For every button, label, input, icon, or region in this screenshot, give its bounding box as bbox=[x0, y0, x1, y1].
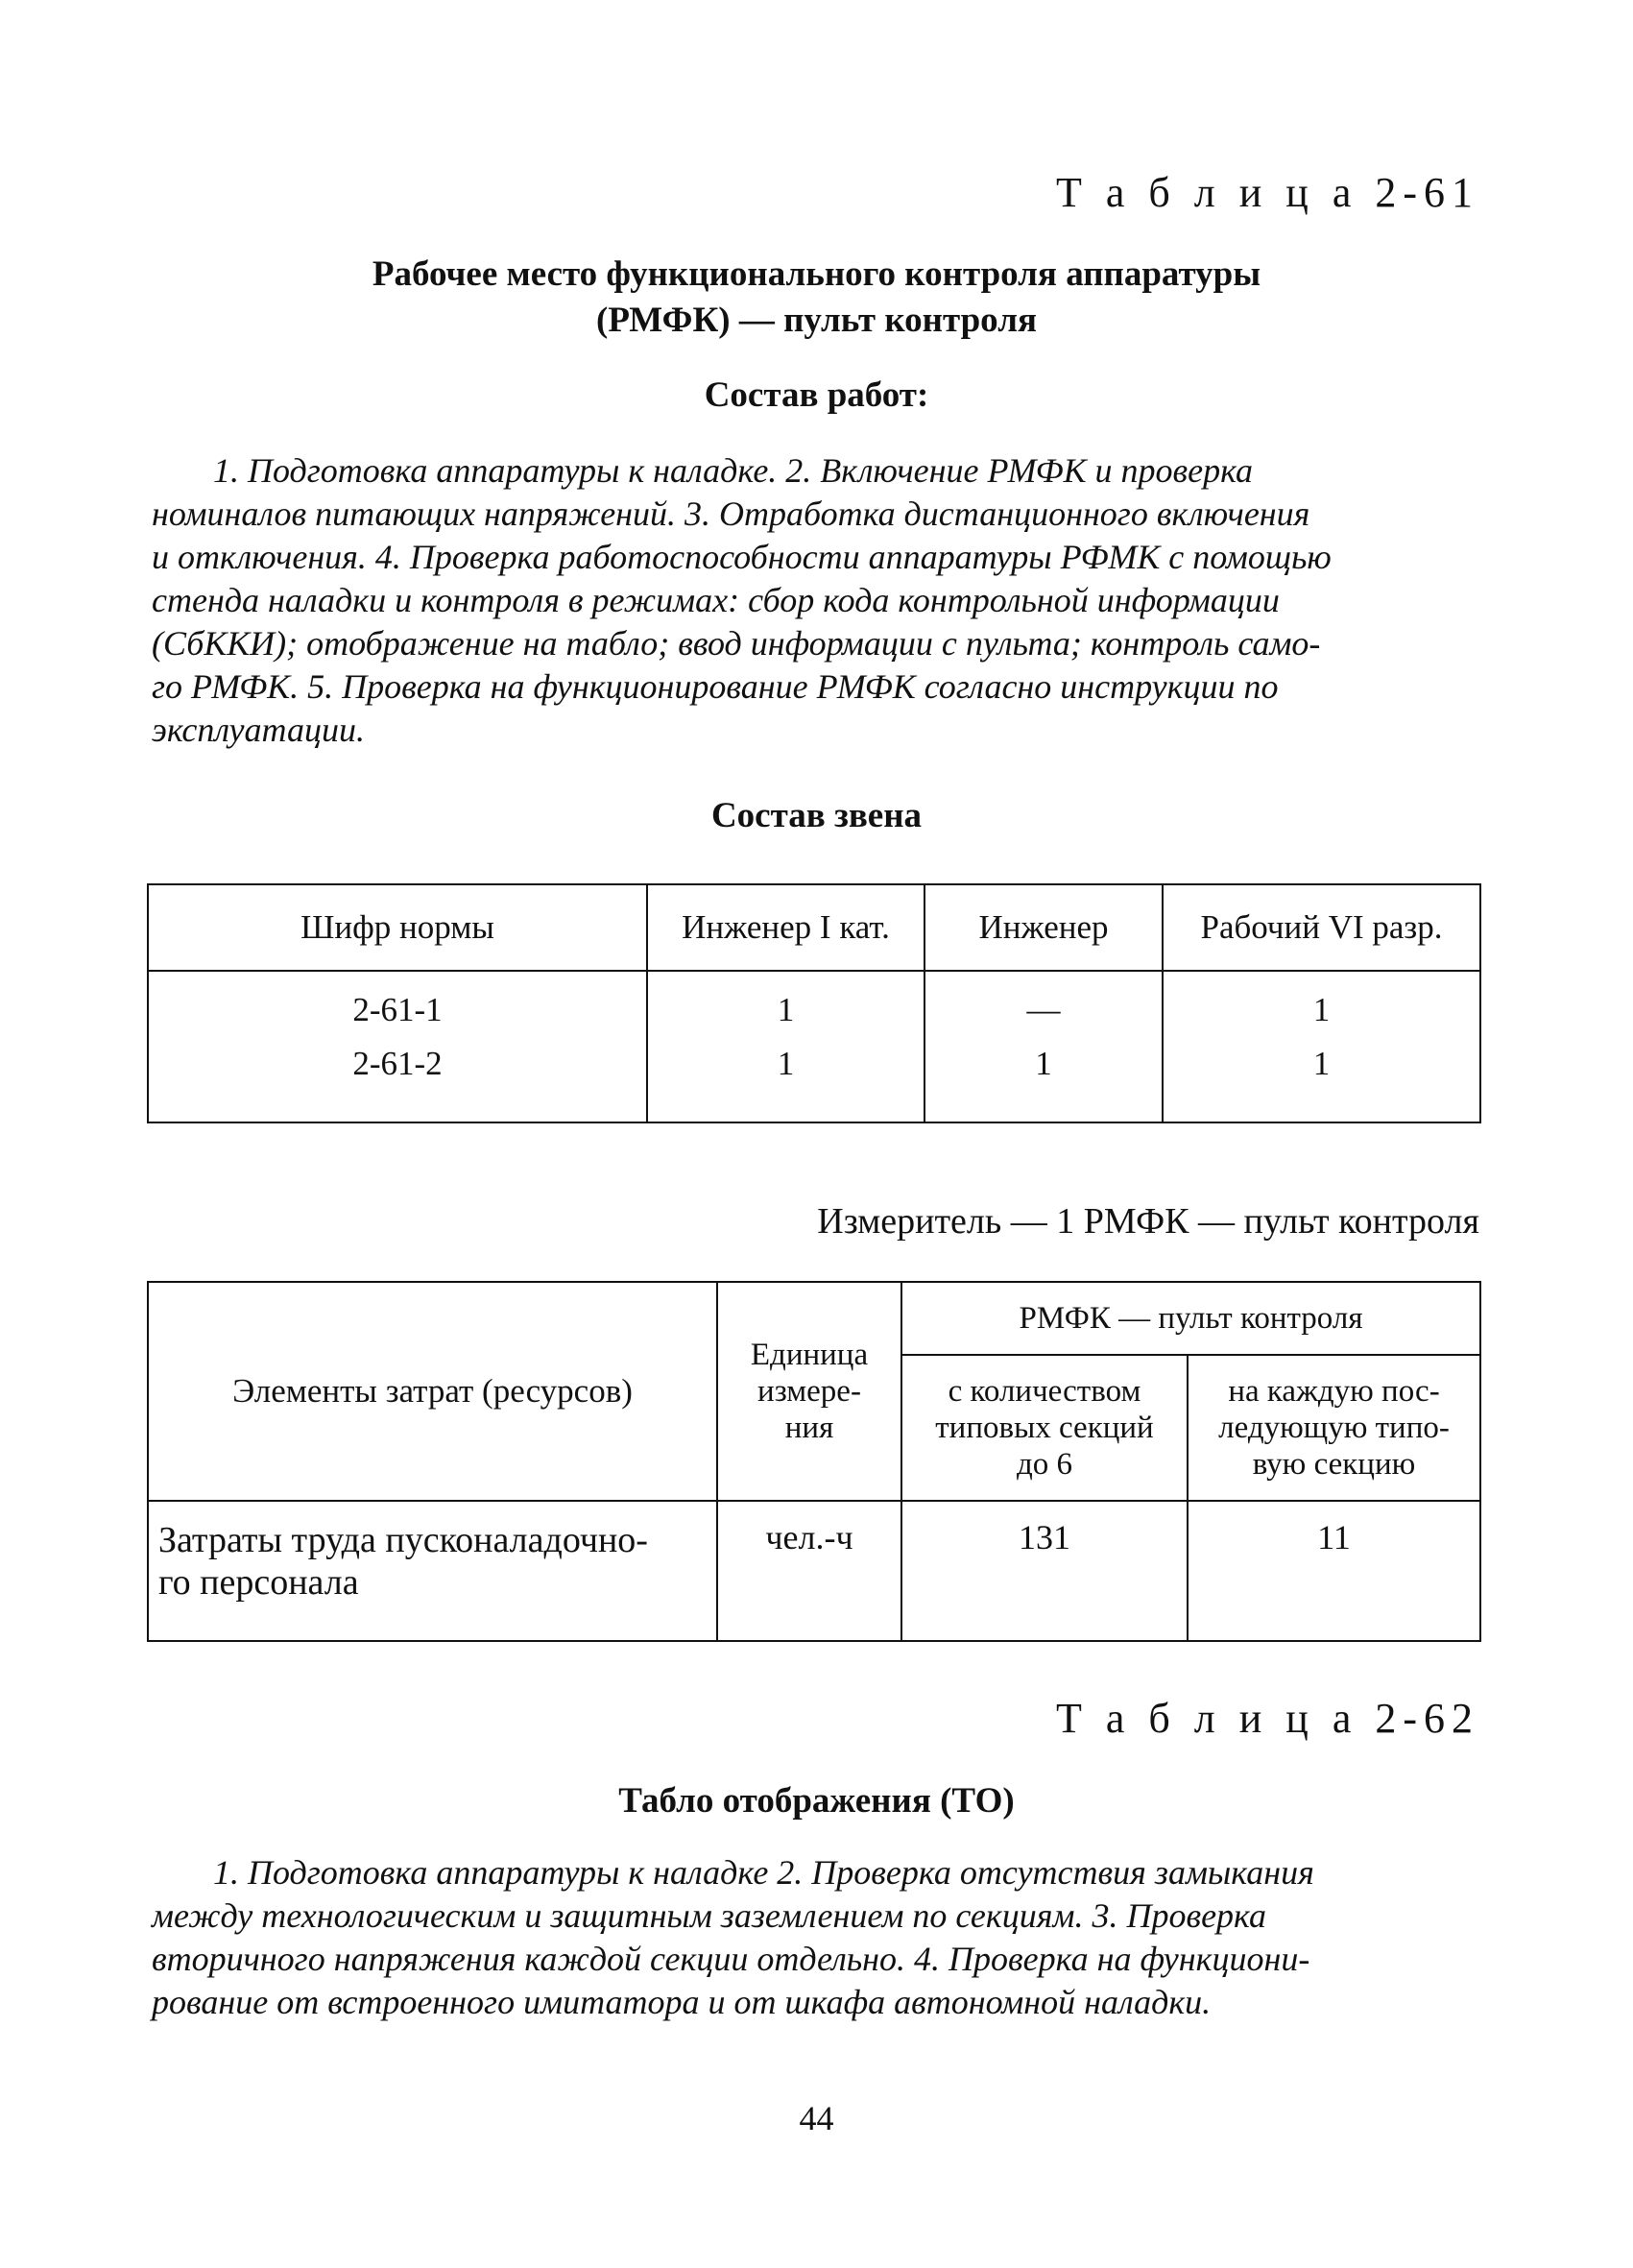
cost-sub1-line: до 6 bbox=[1016, 1447, 1073, 1482]
cost-col-unit-line: Единица bbox=[750, 1338, 869, 1372]
crew-col-worker: Рабочий VI разр. bbox=[1163, 884, 1480, 971]
cost-col-unit-line: ния bbox=[784, 1411, 834, 1445]
crew-engineer-cat1-cell bbox=[647, 971, 925, 1122]
table62-line: между технологическим и защитным заземлением по секциям. 3. Проверка bbox=[152, 1896, 1266, 1935]
crew-value: 1 bbox=[1035, 1045, 1052, 1082]
table62-text bbox=[152, 1851, 1481, 2024]
measure-unit: Измеритель — 1 РМФК — пульт контроля bbox=[817, 1201, 1479, 1242]
cost-sub2-line: на каждую пос- bbox=[1228, 1374, 1440, 1409]
work-line: и отключения. 4. Проверка работоспособности аппаратуры РФМК с помощью bbox=[152, 538, 1332, 576]
work-line: стенда наладки и контроля в режимах: сбор кода контрольной информации bbox=[152, 581, 1280, 619]
table-title-line2: (РМФК) — пульт контроля bbox=[596, 301, 1037, 340]
work-composition-text bbox=[152, 449, 1481, 752]
crew-value: 1 bbox=[1312, 991, 1331, 1028]
cost-sub2-line: вую секцию bbox=[1252, 1447, 1416, 1482]
cost-row-name-line: го персонала bbox=[158, 1562, 359, 1603]
crew-code: 2-61-1 bbox=[352, 991, 443, 1028]
crew-col-engineer-cat1: Инженер I кат. bbox=[647, 884, 925, 971]
crew-heading: Состав звена bbox=[710, 796, 923, 835]
table62-title: Табло отображения (ТО) bbox=[618, 1781, 1015, 1821]
work-line: номиналов питающих напряжений. 3. Отработка дистанционного включения bbox=[152, 495, 1310, 533]
cost-col-first6 bbox=[901, 1355, 1188, 1501]
page-number: 44 bbox=[799, 2099, 834, 2137]
cost-col-unit-line: измере- bbox=[757, 1374, 861, 1409]
work-line: 1. Подготовка аппаратуры к наладке. 2. Включение РМФК и проверка bbox=[213, 451, 1254, 490]
table62-line: вторичного напряжения каждой секции отдельно. 4. Проверка на функциони- bbox=[152, 1940, 1310, 1978]
crew-table bbox=[147, 883, 1481, 1123]
cost-data-row bbox=[148, 1501, 1480, 1641]
crew-value: — bbox=[1026, 991, 1061, 1028]
cost-sub1-line: с количеством bbox=[948, 1374, 1141, 1409]
crew-col-code: Шифр нормы bbox=[148, 884, 647, 971]
table62-line: рование от встроенного имитатора и от шкафа автономной наладки. bbox=[152, 1983, 1212, 2021]
cost-row-name bbox=[148, 1501, 717, 1641]
work-line: го РМФК. 5. Проверка на функционирование РМФК согласно инструкции по bbox=[152, 667, 1279, 706]
work-line: эксплуатации. bbox=[152, 711, 365, 749]
crew-worker-cell bbox=[1163, 971, 1480, 1122]
work-line: (СбККИ); отображение на табло; ввод информации с пульта; контроль само- bbox=[152, 624, 1321, 663]
cost-sub1-line: типовых секций bbox=[935, 1411, 1154, 1445]
cost-row-unit: чел.-ч bbox=[717, 1501, 901, 1641]
crew-code-cell bbox=[148, 971, 647, 1122]
cost-col-group: РМФК — пульт контроля bbox=[901, 1282, 1480, 1355]
crew-col-engineer: Инженер bbox=[925, 884, 1163, 971]
crew-body-row bbox=[148, 971, 1480, 1122]
cost-col-unit bbox=[717, 1282, 901, 1501]
crew-value: 1 bbox=[777, 991, 795, 1028]
table-number-2-61: Т а б л и ц а 2-61 bbox=[1055, 169, 1479, 216]
crew-value: 1 bbox=[777, 1045, 795, 1082]
crew-value: 1 bbox=[1312, 1045, 1331, 1082]
table-number-2-62: Т а б л и ц а 2-62 bbox=[1055, 1695, 1479, 1742]
crew-header-row bbox=[148, 884, 1480, 971]
cost-row-name-line: Затраты труда пусконаладочно- bbox=[158, 1520, 648, 1560]
crew-code: 2-61-2 bbox=[352, 1045, 443, 1082]
cost-col-elements: Элементы затрат (ресурсов) bbox=[148, 1282, 717, 1501]
cost-table bbox=[147, 1281, 1481, 1642]
work-composition-heading: Состав работ: bbox=[704, 375, 929, 415]
crew-engineer-cell bbox=[925, 971, 1163, 1122]
table62-line: 1. Подготовка аппаратуры к наладке 2. Проверка отсутствия замыкания bbox=[213, 1853, 1314, 1892]
cost-row-value-1: 131 bbox=[901, 1501, 1188, 1641]
cost-col-each-next bbox=[1188, 1355, 1480, 1501]
cost-row-value-2: 11 bbox=[1188, 1501, 1480, 1641]
table-title-line1: Рабочее место функционального контроля аппаратуры bbox=[372, 254, 1261, 294]
cost-sub2-line: ледующую типо- bbox=[1218, 1411, 1450, 1445]
cost-header-row-1 bbox=[148, 1282, 1480, 1355]
